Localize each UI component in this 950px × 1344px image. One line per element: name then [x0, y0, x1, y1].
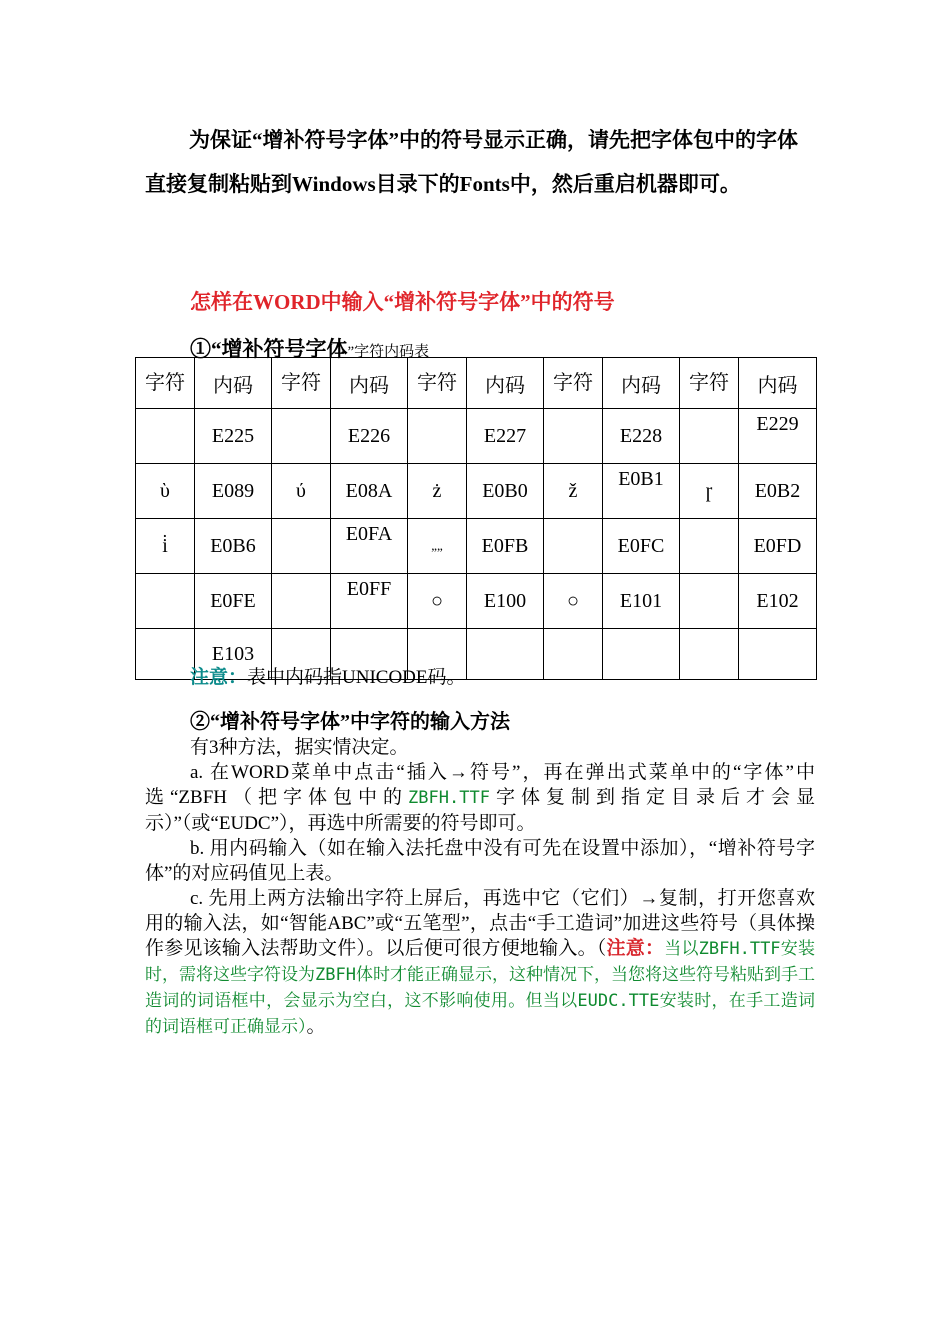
- char-cell: [408, 409, 467, 464]
- method-a-text-2: 字体复制到指定目录后才会显示）”（或“EUDC”），再选中所需要的符号即可。: [145, 787, 815, 834]
- char-cell: [272, 409, 331, 464]
- char-cell: [680, 574, 739, 629]
- code-cell: E100: [467, 574, 544, 629]
- char-cell: [272, 574, 331, 629]
- method-c-note: 当以ZBFH.TTF安装时，需将这些字符设为ZBFH体时才能正确显示，这种情况下，当您将这些符号粘贴到手工造词的词语框中，会显示为空白，这不影响使用。但当以EUDC.TTE安装时，在手工造词的词语框可正确显示）: [145, 939, 815, 1037]
- method-a-filename: ZBFH.TTF: [408, 788, 490, 808]
- char-cell: [544, 519, 603, 574]
- header-code: 内码: [739, 358, 817, 409]
- method-b: b. 用内码输入（如在输入法托盘中没有可先在设置中添加），“增补符号字体”的对应码值见上表。: [145, 838, 815, 884]
- table-row: [136, 409, 817, 464]
- code-cell: E229: [739, 409, 817, 464]
- code-table: [135, 357, 817, 680]
- intro-paragraph: 为保证“增补符号字体”中的符号显示正确，请先把字体包中的字体直接复制粘贴到Windows目录下的Fonts中，然后重启机器即可。: [145, 128, 798, 196]
- code-cell: [603, 629, 680, 680]
- char-cell: [272, 519, 331, 574]
- char-cell: [544, 409, 603, 464]
- char-cell: i̇: [136, 519, 195, 574]
- char-cell: „„: [408, 519, 467, 574]
- char-cell: ○: [408, 574, 467, 629]
- header-code: 内码: [195, 358, 272, 409]
- code-cell: E0FF: [331, 574, 408, 629]
- code-cell: E0FE: [195, 574, 272, 629]
- table-note-text: 表中内码指UNICODE码。: [247, 667, 466, 688]
- code-cell: E226: [331, 409, 408, 464]
- code-cell: E0B0: [467, 464, 544, 519]
- howto-heading: 怎样在WORD中输入“增补符号字体”中的符号: [190, 290, 615, 314]
- code-cell: E08A: [331, 464, 408, 519]
- char-cell: ○: [544, 574, 603, 629]
- method-a: [145, 760, 815, 836]
- header-char: 字符: [272, 358, 331, 409]
- header-char: 字符: [408, 358, 467, 409]
- code-cell: E0FA: [331, 519, 408, 574]
- table-note-label: 注意：: [190, 667, 248, 688]
- header-code: 内码: [603, 358, 680, 409]
- table-heading-main: ①“增补符号字体: [190, 337, 348, 361]
- input-methods-title: ②“增补符号字体”中字符的输入方法: [190, 711, 510, 733]
- method-c-end: 。: [306, 1016, 326, 1037]
- code-cell: E227: [467, 409, 544, 464]
- table-heading-quote: ”: [347, 344, 355, 360]
- header-code: 内码: [331, 358, 408, 409]
- code-cell: E0FB: [467, 519, 544, 574]
- char-cell: ż: [408, 464, 467, 519]
- header-char: 字符: [544, 358, 603, 409]
- code-cell: E089: [195, 464, 272, 519]
- header-code: 内码: [467, 358, 544, 409]
- code-cell: E0B6: [195, 519, 272, 574]
- code-cell: E0FC: [603, 519, 680, 574]
- code-cell: E102: [739, 574, 817, 629]
- code-cell: E0FD: [739, 519, 817, 574]
- method-c-text: c. 先用上两方法输出字符上屏后，再选中它（它们）→复制，打开您喜欢用的输入法，如“智能ABC”或“五笔型”，点击“手工造词”加进这些符号（具体操作参见该输入法帮助文件）。以后便可很方便地输入。（: [145, 888, 815, 959]
- char-cell: [680, 409, 739, 464]
- method-a-text-1: a. 在WORD菜单中点击“插入→符号”，再在弹出式菜单中的“字体”中选“ZBFH（把字体包中的: [145, 762, 815, 808]
- code-cell: E0B2: [739, 464, 817, 519]
- table-note: [190, 662, 466, 689]
- code-cell: E228: [603, 409, 680, 464]
- table-row: [136, 519, 817, 574]
- char-cell: [544, 629, 603, 680]
- table-row: [136, 574, 817, 629]
- table-heading-sub: 字符内码表: [354, 344, 430, 360]
- char-cell: [680, 629, 739, 680]
- method-c-note-label: 注意：: [606, 938, 665, 959]
- code-cell: E101: [603, 574, 680, 629]
- char-cell: ɼ: [680, 464, 739, 519]
- input-methods-section: [145, 710, 815, 1040]
- char-cell: [136, 409, 195, 464]
- char-cell: ὺ: [136, 464, 195, 519]
- char-cell: [136, 574, 195, 629]
- code-cell: [467, 629, 544, 680]
- char-cell: [136, 629, 195, 680]
- char-cell: [680, 519, 739, 574]
- input-methods-intro: 有3种方法，据实情决定。: [190, 737, 409, 758]
- header-char: 字符: [136, 358, 195, 409]
- code-cell: [739, 629, 817, 680]
- code-cell: E103: [195, 629, 272, 680]
- method-c: [145, 886, 815, 1040]
- code-cell: E0B1: [603, 464, 680, 519]
- table-header-row: [136, 358, 817, 409]
- char-cell: ύ: [272, 464, 331, 519]
- code-cell: E225: [195, 409, 272, 464]
- table-row: [136, 464, 817, 519]
- char-cell: ž: [544, 464, 603, 519]
- header-char: 字符: [680, 358, 739, 409]
